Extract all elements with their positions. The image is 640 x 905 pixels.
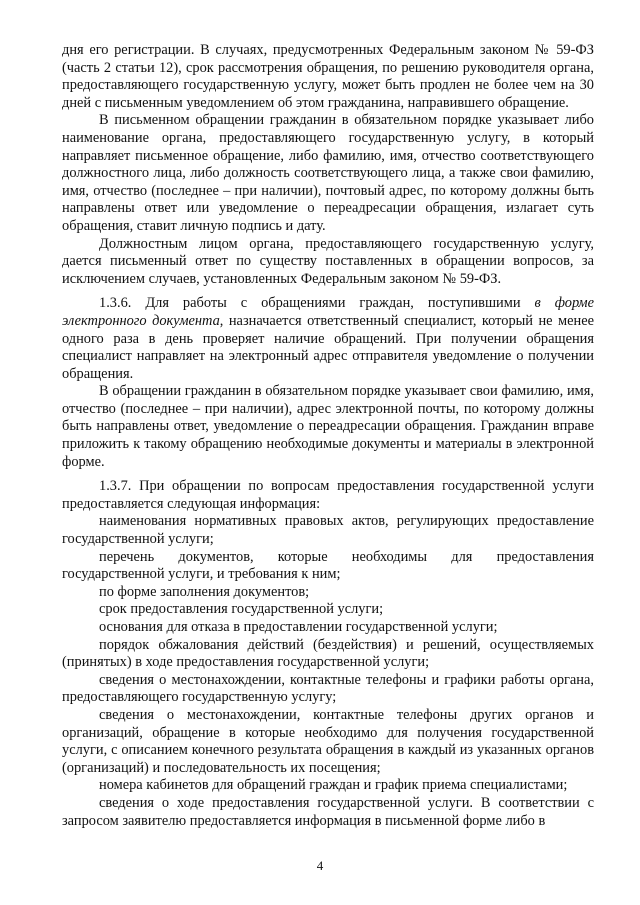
page-number: 4 xyxy=(316,858,324,873)
list-item-7: сведения о местонахождении, контактные телефоны и графики работы органа, предоставляющего государственную услугу; xyxy=(62,671,594,706)
document-body xyxy=(62,42,594,830)
paragraph-4-text-end: , назначается ответственный специалист, который не менее одного раза в день проверяет наличие обращений. При получении обращения специалист направляет на электронный адрес отправителя уведомление о получении обращения. xyxy=(62,312,594,382)
list-item-4: срок предоставления государственной услуги; xyxy=(99,601,384,618)
paragraph-4-italic-phrase: в форме электронного документа xyxy=(62,295,594,329)
list-item-10: сведения о ходе предоставления государственной услуги. В соответствии с запросом заявителю предоставляется информация в письменной форме либо в xyxy=(62,794,594,829)
list-item-2: перечень документов, которые необходимы для предоставления государственной услуги, и требования к ним; xyxy=(62,548,594,583)
paragraph-2: В письменном обращении гражданин в обязательном порядке указывает либо наименование органа, предоставляющего государственную услугу, в который направляет письменное обращение, либо фамилию, имя, отчество соответствующего должностного лица, либо должность соответствующего лица, а также свои фамилию, имя, отчество (последнее – при наличии), почтовый адрес, по которому должны быть направлены ответ или уведомление о переадресации обращения, излагает суть обращения, ставит личную подпись и дату. xyxy=(62,112,594,234)
paragraph-1: дня его регистрации. В случаях, предусмотренных Федеральным законом № 59-ФЗ (часть 2 статьи 12), срок рассмотрения обращения, по решению руководителя органа, предоставляющего государственную услугу, может быть продлен не более чем на 30 дней с письменным уведомлением об этом гражданина, направившего обращение. xyxy=(62,42,594,111)
paragraph-4-text-start: 1.3.6. Для работы с обращениями граждан, поступившими xyxy=(99,295,535,312)
list-item-6: порядок обжалования действий (бездействия) и решений, осуществляемых (принятых) в ходе предоставления государственной услуги; xyxy=(62,636,594,671)
list-item-8: сведения о местонахождении, контактные телефоны других органов и организаций, обращение в которые необходимо для получения государственной услуги, с описанием конечного результата обращения в каждый из указанных органов (организаций) и последовательность их посещения; xyxy=(62,706,594,776)
list-item-3: по форме заполнения документов; xyxy=(99,583,310,600)
list-item-5: основания для отказа в предоставлении государственной услуги; xyxy=(99,619,498,635)
paragraph-3: Должностным лицом органа, предоставляющего государственную услугу, дается письменный ответ по существу поставленных в обращении вопросов, за исключением случаев, установленных Федеральным законом № 59-ФЗ. xyxy=(62,235,594,287)
list-item-1: наименования нормативных правовых актов, регулирующих предоставление государственной услуги; xyxy=(62,513,594,548)
paragraph-6-section-1-3-7: 1.3.7. При обращении по вопросам предоставления государственной услуги предоставляется следующая информация: xyxy=(62,478,594,512)
paragraph-4-section-1-3-6 xyxy=(62,295,594,383)
paragraph-5: В обращении гражданин в обязательном порядке указывает свои фамилию, имя, отчество (последнее – при наличии), адрес электронной почты, по которому должны быть направлены ответ, уведомление о переадресации обращения. Гражданин вправе приложить к такому обращению необходимые документы и материалы в электронной форме. xyxy=(62,383,594,470)
list-item-9: номера кабинетов для обращений граждан и график приема специалистами; xyxy=(99,777,568,794)
